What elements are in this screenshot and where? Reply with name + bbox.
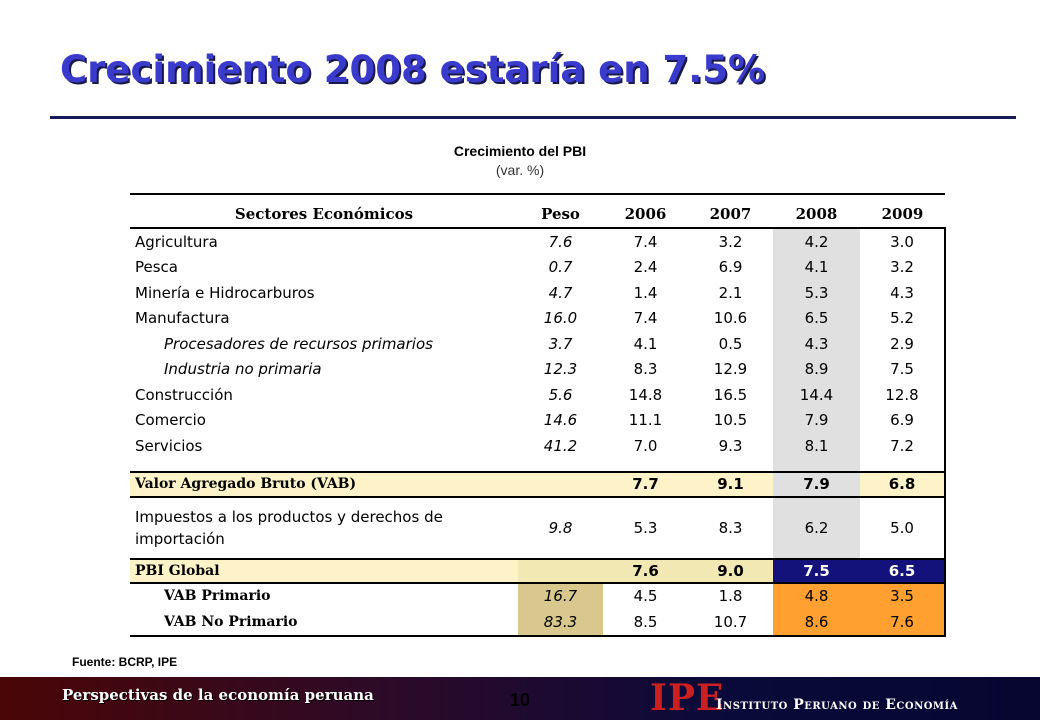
cell-2009: 2.9 (860, 331, 945, 357)
table-subtitle: (var. %) (495, 162, 545, 178)
vab-no-primario-peso: 83.3 (518, 609, 603, 636)
header-2008: 2008 (773, 200, 860, 228)
impuestos-2007: 8.3 (718, 518, 743, 537)
cell-2009: 3.0 (860, 228, 945, 255)
vab-no-primario-2006: 8.5 (603, 609, 688, 636)
cell-2008: 14.4 (773, 382, 860, 408)
cell-2008: 4.2 (773, 228, 860, 255)
cell-2006: 8.3 (633, 360, 658, 379)
cell-2008: 4.1 (773, 255, 860, 281)
header-peso: Peso (518, 200, 603, 228)
table-row (130, 408, 945, 434)
cell-2009: 6.9 (860, 408, 945, 434)
cell-2006: 4.1 (633, 334, 658, 353)
row-peso: 4.7 (548, 283, 573, 302)
cell-2008: 8.9 (773, 357, 860, 383)
page-number: 10 (509, 690, 531, 710)
table-top-rule (130, 193, 945, 195)
vab-primario-2007: 1.8 (718, 587, 743, 606)
cell-2007: 6.9 (718, 258, 743, 277)
cell-2007: 3.2 (718, 232, 743, 251)
vab-2008: 7.9 (773, 472, 860, 497)
vab-no-primario-2008: 8.6 (773, 609, 860, 636)
vab-peso (518, 472, 603, 497)
cell-2006: 7.4 (633, 232, 658, 251)
cell-2007: 16.5 (713, 385, 748, 404)
row-label: Industria no primaria (164, 360, 322, 379)
header-sectores: Sectores Económicos (130, 200, 518, 228)
pbi-2006: 7.6 (603, 559, 688, 583)
slide-title: Crecimiento 2008 estaría en 7.5% (60, 48, 766, 91)
impuestos-2006: 5.3 (633, 518, 658, 537)
pbi-2008: 7.5 (773, 559, 860, 583)
impuestos-peso: 9.8 (548, 518, 573, 537)
vab-2007: 9.1 (688, 472, 773, 497)
table-row (130, 255, 945, 281)
row-peso: 41.2 (543, 436, 578, 455)
impuestos-2009: 5.0 (860, 497, 945, 559)
row-label: Agricultura (135, 232, 218, 251)
cell-2007: 0.5 (718, 334, 743, 353)
table-row (130, 280, 945, 306)
vab-2006: 7.7 (603, 472, 688, 497)
pbi-label: PBI Global (130, 559, 518, 583)
header-2007: 2007 (688, 200, 773, 228)
cell-2007: 2.1 (718, 283, 743, 302)
table-row (130, 433, 945, 459)
row-label: Servicios (135, 436, 203, 455)
cell-2008: 5.3 (773, 280, 860, 306)
vab-2009: 6.8 (860, 472, 945, 497)
row-label: Construcción (135, 385, 233, 404)
pbi-peso (518, 559, 603, 583)
cell-2008: 6.5 (773, 306, 860, 332)
source-note: Fuente: BCRP, IPE (72, 655, 178, 669)
cell-2008: 8.1 (773, 433, 860, 459)
cell-2009: 7.5 (860, 357, 945, 383)
impuestos-row (130, 497, 945, 559)
impuestos-label: Impuestos a los productos y derechos de importación (135, 507, 443, 548)
vab-primario-2006: 4.5 (633, 587, 658, 606)
cell-2006: 1.4 (633, 283, 658, 302)
cell-2007: 9.3 (718, 436, 743, 455)
vab-no-primario-row (130, 609, 945, 636)
table-row (130, 331, 945, 357)
impuestos-2008: 6.2 (773, 497, 860, 559)
cell-2009: 7.2 (860, 433, 945, 459)
row-label: Manufactura (135, 309, 230, 328)
cell-2006: 7.0 (633, 436, 658, 455)
row-peso: 7.6 (548, 232, 573, 251)
cell-2009: 3.2 (860, 255, 945, 281)
cell-2006: 11.1 (628, 411, 663, 430)
title-divider (50, 116, 1016, 119)
vab-primario-2009: 3.5 (860, 583, 945, 610)
pbi-2007: 9.0 (688, 559, 773, 583)
pbi-global-row (130, 559, 945, 583)
row-peso: 16.0 (543, 309, 578, 328)
table-row (130, 382, 945, 408)
spacer-row (130, 459, 945, 472)
cell-2009: 5.2 (860, 306, 945, 332)
ipe-logo: IPE (650, 677, 725, 719)
row-label: Comercio (135, 411, 206, 430)
vab-no-primario-label: VAB No Primario (130, 609, 518, 636)
cell-2006: 14.8 (628, 385, 663, 404)
cell-2006: 2.4 (633, 258, 658, 277)
row-label: Minería e Hidrocarburos (135, 283, 315, 302)
pbi-2009: 6.5 (860, 559, 945, 583)
growth-table (130, 200, 946, 637)
row-peso: 0.7 (548, 258, 573, 277)
cell-2009: 12.8 (860, 382, 945, 408)
cell-2007: 10.5 (713, 411, 748, 430)
cell-2008: 7.9 (773, 408, 860, 434)
table-row (130, 357, 945, 383)
header-2006: 2006 (603, 200, 688, 228)
vab-primario-peso: 16.7 (518, 583, 603, 610)
vab-no-primario-2009: 7.6 (860, 609, 945, 636)
footer-caption: Perspectivas de la economía peruana (62, 686, 374, 704)
institute-name: Instituto Peruano de Economía (716, 697, 958, 713)
row-peso: 5.6 (548, 385, 573, 404)
table-row (130, 228, 945, 255)
table-title: Crecimiento del PBI (453, 143, 587, 159)
vab-label: Valor Agregado Bruto (VAB) (130, 472, 518, 497)
cell-2009: 4.3 (860, 280, 945, 306)
row-label: Procesadores de recursos primarios (164, 334, 433, 353)
cell-2007: 12.9 (713, 360, 748, 379)
row-peso: 12.3 (543, 360, 578, 379)
vab-primario-row (130, 583, 945, 610)
vab-primario-label: VAB Primario (164, 588, 271, 605)
vab-no-primario-2007: 10.7 (688, 609, 773, 636)
row-label: Pesca (135, 258, 178, 277)
vab-row (130, 472, 945, 497)
table-header-row (130, 200, 945, 228)
cell-2007: 10.6 (713, 309, 748, 328)
header-2009: 2009 (860, 200, 945, 228)
vab-primario-2008: 4.8 (773, 583, 860, 610)
cell-2008: 4.3 (773, 331, 860, 357)
row-peso: 3.7 (548, 334, 573, 353)
cell-2006: 7.4 (633, 309, 658, 328)
table-row (130, 306, 945, 332)
row-peso: 14.6 (543, 411, 578, 430)
